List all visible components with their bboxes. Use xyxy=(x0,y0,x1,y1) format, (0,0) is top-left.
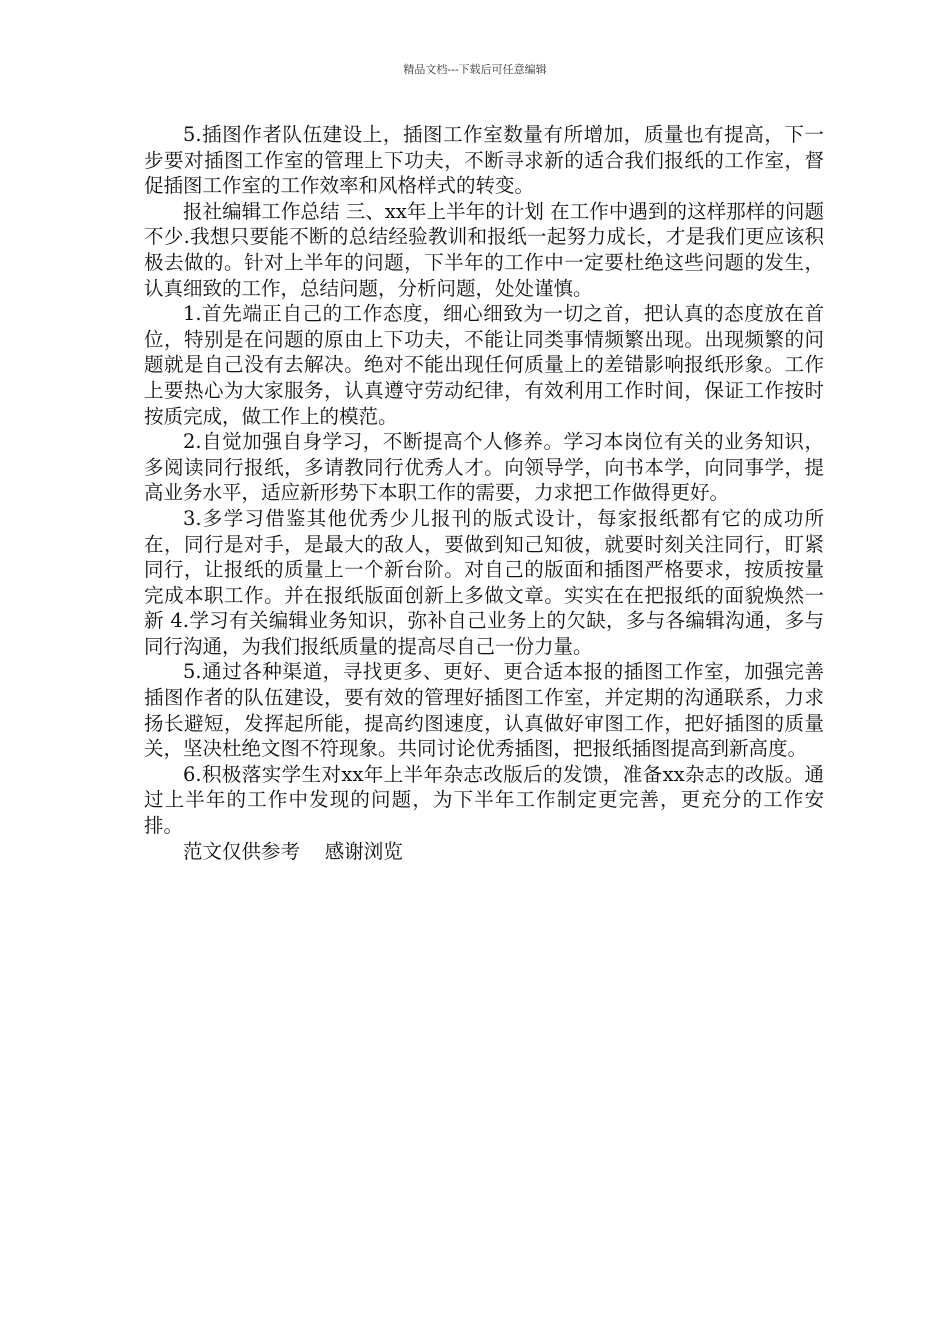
document-body xyxy=(144,122,824,864)
paragraph-illustrator-team: 5.插图作者队伍建设上，插图工作室数量有所增加，质量也有提高，下一步要对插图工作室的管理上下功夫，不断寻求新的适合我们报纸的工作室，督促插图工作室的工作效率和风格样式的转变。 xyxy=(144,123,824,198)
closing-note: 范文仅供参考 感谢浏览 xyxy=(183,839,403,863)
page-header: 精品文档---下载后可任意编辑 xyxy=(403,63,547,76)
paragraph-item-6: 6.积极落实学生对xx年上半年杂志改版后的发馈，准备xx杂志的改版。通过上半年的工作中发现的问题，为下半年工作制定更完善，更充分的工作安排。 xyxy=(144,762,824,838)
paragraph-plan-intro: 报社编辑工作总结 三、xx年上半年的计划 在工作中遇到的这样那样的问题不少.我想只要能不断的总结经验教训和报纸一起努力成长，才是我们更应该积极去做的。针对上半年的问题，下半年的工作中一定要杜绝这些问题的发生，认真细致的工作，总结问题，分析问题，处处谨慎。 xyxy=(144,199,824,300)
paragraph-item-1: 1.首先端正自己的工作态度，细心细致为一切之首，把认真的态度放在首位，特别是在问题的原由上下功夫，不能让同类事情频繁出现。出现频繁的问题就是自己没有去解决。绝对不能出现任何质量上的差错影响报纸形象。工作上要热心为大家服务，认真遵守劳动纪律，有效利用工作时间，保证工作按时按质完成，做工作上的模范。 xyxy=(144,302,824,428)
paragraph-item-2: 2.自觉加强自身学习，不断提高个人修养。学习本岗位有关的业务知识，多阅读同行报纸，多请教同行优秀人才。向领导学，向书本学，向同事学，提高业务水平，适应新形势下本职工作的需要，力求把工作做得更好。 xyxy=(144,430,824,505)
paragraph-item-3: 3.多学习借鉴其他优秀少儿报刊的版式设计，每家报纸都有它的成功所在，同行是对手，是最大的敌人，要做到知己知彼，就要时刻关注同行，盯紧同行，让报纸的质量上一个新台阶。对自己的版面和插图严格要求，按质按量完成本职工作。并在报纸版面创新上多做文章。实实在在把报纸的面貌焕然一新 4.学习有关编辑业务知识，弥补自己业务上的欠缺，多与各编辑沟通，多与同行沟通，为我们报纸质量的提高尽自己一份力量。 xyxy=(144,506,824,658)
paragraph-item-5: 5.通过各种渠道，寻找更多、更好、更合适本报的插图工作室，加强完善插图作者的队伍建设，要有效的管理好插图工作室，并定期的沟通联系，力求扬长避短，发挥起所能，提高约图速度，认真做好审图工作，把好插图的质量关，坚决杜绝文图不符现象。共同讨论优秀插图，把报纸插图提高到新高度。 xyxy=(144,660,824,761)
